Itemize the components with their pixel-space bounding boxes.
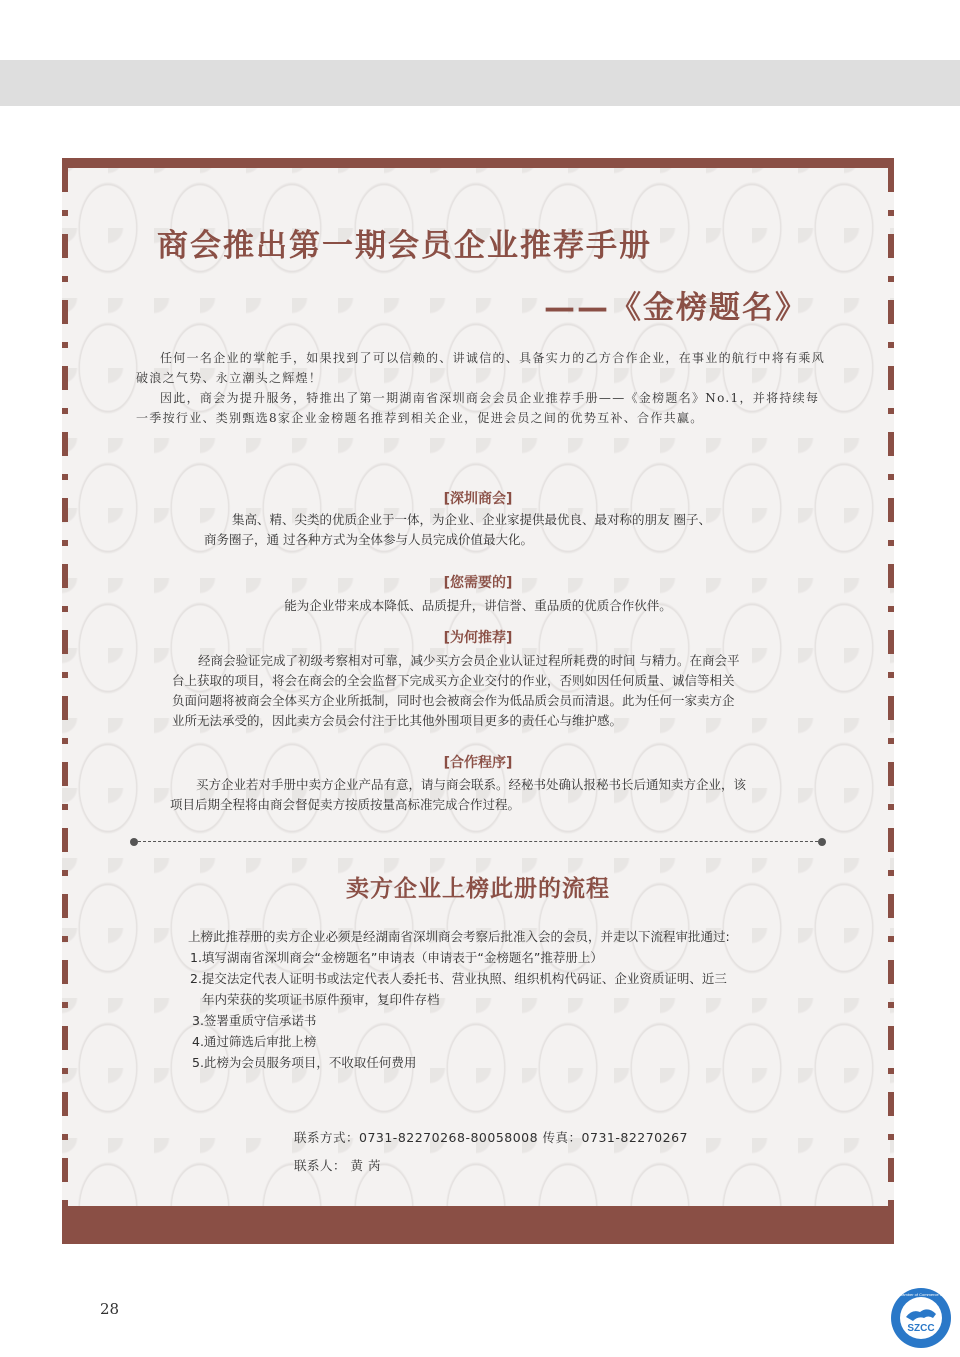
flow-title: 卖方企业上榜此册的流程 — [346, 876, 610, 902]
section-line: 集高、精、尖类的优质企业于一体，为企业、企业家提供最优良、最对称的朋友 圈子、 — [232, 512, 711, 527]
flow-step: 4.通过筛选后审批上榜 — [192, 1034, 317, 1049]
section-body-process — [170, 775, 810, 815]
dashed-divider — [130, 838, 826, 846]
section-line: 买方企业若对手册中卖方企业产品有意，请与商会联系。经秘书处确认报秘书长后通知卖方企业，该 — [196, 777, 747, 792]
logo-ring-text: Hunan Chamber of Commerce Shenzhen — [884, 1292, 958, 1297]
szcc-logo — [884, 1287, 958, 1349]
contact-phone: 联系方式：0731-82270268-80058008 传真：0731-82270267 — [294, 1130, 688, 1145]
section-body-why — [172, 651, 812, 731]
top-border — [62, 158, 894, 168]
page-number: 28 — [100, 1300, 120, 1318]
logo-text: SZCC — [907, 1323, 935, 1334]
page-subtitle: ——《金榜题名》 — [544, 290, 808, 326]
section-body-needs — [62, 596, 894, 616]
intro-text — [136, 348, 826, 428]
flow-step: 1.填写湖南省深圳商会“金榜题名”申请表（申请表于“金榜题名”推荐册上） — [190, 950, 603, 965]
flow-step: 2.提交法定代表人证明书或法定代表人委托书、营业执照、组织机构代码证、企业资质证明、近三 — [190, 971, 727, 986]
flow-step: 3.签署重质守信承诺书 — [192, 1013, 317, 1028]
flow-intro: 上榜此推荐册的卖方企业必须是经湖南省深圳商会考察后批准入会的会员，并走以下流程审批通过: — [188, 929, 730, 944]
section-line: 台上获取的项目，将会在商会的全会监督下完成买方企业交付的作业，否则如因任何质量、诚信等相关 — [172, 673, 735, 688]
section-line: 业所无法承受的，因此卖方会员会付注于比其他外围项目更多的责任心与维护感。 — [172, 713, 623, 728]
szcc-logo-icon — [884, 1287, 958, 1349]
page-title: 商会推出第一期会员企业推荐手册 — [157, 228, 652, 264]
section-title-process: [合作程序] — [443, 755, 513, 771]
section-line: 商务圈子，通 过各种方式为全体参与人员完成价值最大化。 — [204, 532, 533, 547]
divider-dot-left — [130, 838, 138, 846]
section-line: 项目后期全程将由商会督促卖方按质按量高标准完成合作过程。 — [170, 797, 521, 812]
divider-line — [138, 841, 818, 842]
section-title-szcc: [深圳商会] — [443, 491, 513, 507]
intro-paragraph-2: 因此，商会为提升服务，特推出了第一期湖南省深圳商会会员企业推荐手册——《金榜题名》No.1，并将持续每一季按行业、类别甄选8家企业金榜题名推荐到相关企业，促进会员之间的优势互补、合作共赢。 — [136, 391, 820, 425]
contact-person: 联系人： 黄 芮 — [294, 1158, 381, 1173]
section-line: 负面问题将被商会全体买方企业所抵制，同时也会被商会作为低品质会员而清退。此为任何一家卖方企 — [172, 693, 735, 708]
section-title-needs: [您需要的] — [443, 575, 513, 591]
right-dashed-border — [888, 168, 894, 1206]
section-title-why: [为何推荐] — [443, 630, 513, 646]
content-panel — [62, 158, 894, 1244]
flow-step-continued: 年内荣获的奖项证书原件预审，复印件存档 — [202, 992, 440, 1007]
flow-steps — [188, 926, 808, 1073]
section-body-szcc — [204, 510, 844, 550]
section-line: 经商会验证完成了初级考察相对可靠，减少买方会员企业认证过程所耗费的时间 与精力。在商会平 — [198, 653, 740, 668]
bottom-bar — [62, 1206, 894, 1244]
flow-step: 5.此榜为会员服务项目，不收取任何费用 — [192, 1055, 417, 1070]
left-dashed-border — [62, 168, 68, 1206]
divider-dot-right — [818, 838, 826, 846]
section-line: 能为企业带来成本降低、品质提升，讲信誉、重品质的优质合作伙伴。 — [284, 598, 672, 613]
top-gray-band — [0, 60, 960, 106]
contact-info — [294, 1124, 688, 1180]
intro-paragraph-1: 任何一名企业的掌舵手，如果找到了可以信赖的、讲诚信的、具备实力的乙方合作企业，在事业的航行中将有乘风破浪之气势、永立潮头之辉煌！ — [136, 351, 826, 385]
